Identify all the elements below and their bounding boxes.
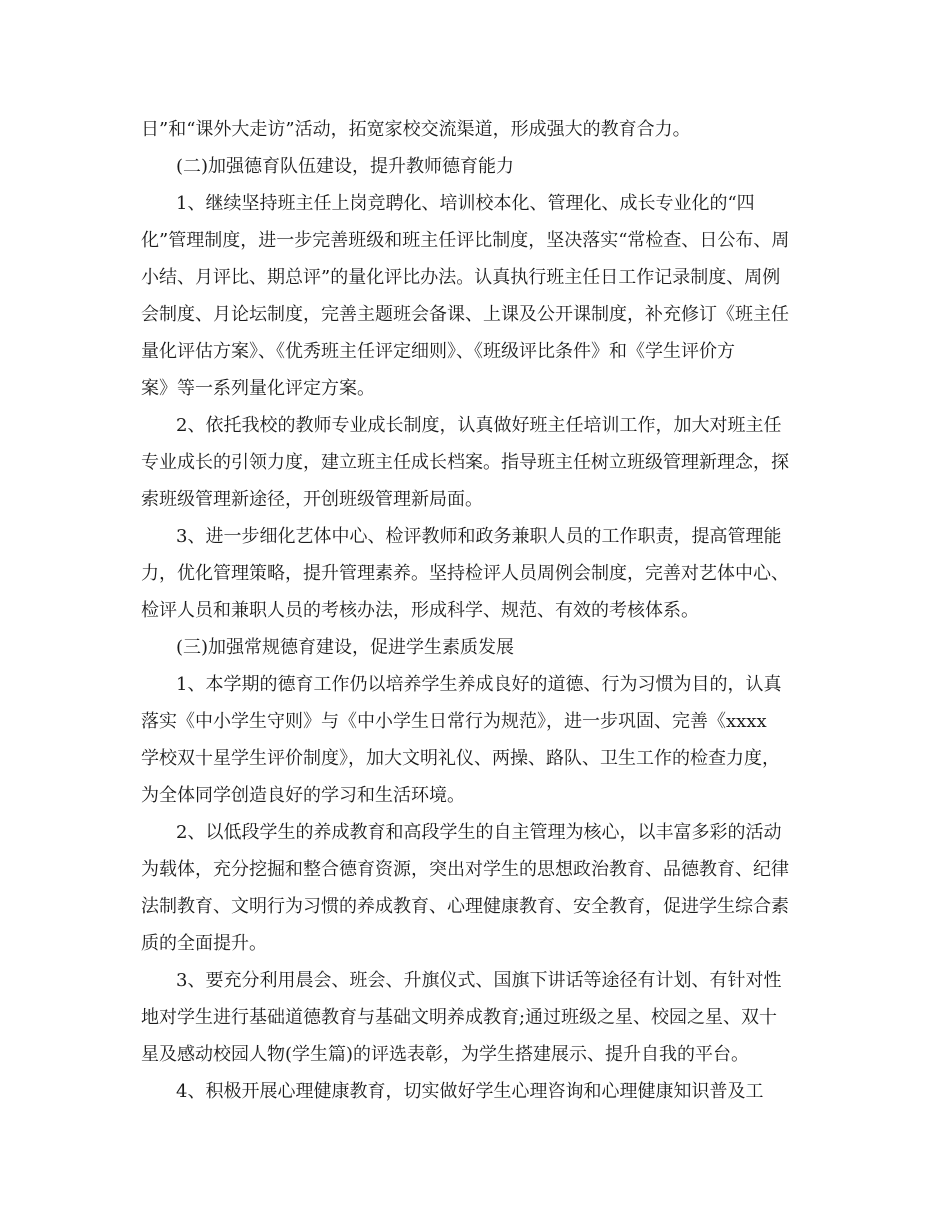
text-line: 3、进一步细化艺体中心、检评教师和政务兼职人员的工作职责，提高管理能 [176,526,782,547]
text-line: 法制教育、文明行为习惯的养成教育、心理健康教育、安全教育，促进学生综合素 [141,896,789,917]
text-line: 量化评估方案》、《优秀班主任评定细则》、《班级评比条件》和《学生评价方 [141,341,735,362]
text-line: 检评人员和兼职人员的考核办法，形成科学、规范、有效的考核体系。 [141,600,699,621]
text-line: 2、依托我校的教师专业成长制度，认真做好班主任培训工作，加大对班主任 [176,415,782,436]
text-line: 索班级管理新途径，开创班级管理新局面。 [141,489,483,510]
section-heading: (二)加强德育队伍建设，提升教师德育能力 [176,156,515,177]
text-line: 日”和“课外大走访”活动，拓宽家校交流渠道，形成强大的教育合力。 [141,119,691,140]
text-line: 案》等一系列量化评定方案。 [141,378,375,399]
text-line: 2、以低段学生的养成教育和高段学生的自主管理为核心，以丰富多彩的活动 [176,822,782,843]
text-line: 地对学生进行基础道德教育与基础文明养成教育;通过班级之星、校园之星、双十 [141,1007,778,1028]
section-heading: (三)加强常规德育建设，促进学生素质发展 [176,637,515,658]
text-line: 质的全面提升。 [141,933,267,954]
text-line: 星及感动校园人物(学生篇)的评选表彰，为学生搭建展示、提升自我的平台。 [141,1044,750,1065]
text-line: 落实《中小学生守则》与《中小学生日常行为规范》，进一步巩固、完善《xxxx [141,711,767,732]
text-line: 力，优化管理策略，提升管理素养。坚持检评人员周例会制度，完善对艺体中心、 [141,563,789,584]
text-line: 会制度、月论坛制度，完善主题班会备课、上课及公开课制度，补充修订《班主任 [141,304,789,325]
text-line: 为全体同学创造良好的学习和生活环境。 [141,785,465,806]
text-line: 为载体，充分挖掘和整合德育资源，突出对学生的思想政治教育、品德教育、纪律 [141,859,789,880]
text-line: 1、继续坚持班主任上岗竞聘化、培训校本化、管理化、成长专业化的“四 [176,193,755,214]
text-line: 3、要充分利用晨会、班会、升旗仪式、国旗下讲话等途径有计划、有针对性 [176,970,782,991]
text-line: 小结、月评比、期总评”的量化评比办法。认真执行班主任日工作记录制度、周例 [141,267,781,288]
text-line: 4、积极开展心理健康教育，切实做好学生心理咨询和心理健康知识普及工 [176,1081,764,1102]
text-line: 化”管理制度，进一步完善班级和班主任评比制度，坚决落实“常检查、日公布、周 [141,230,790,251]
text-line: 专业成长的引领力度，建立班主任成长档案。指导班主任树立班级管理新理念，探 [141,452,789,473]
text-line: 1、本学期的德育工作仍以培养学生养成良好的道德、行为习惯为目的，认真 [176,674,782,695]
text-line: 学校双十星学生评价制度》，加大文明礼仪、两操、路队、卫生工作的检查力度， [141,748,780,769]
